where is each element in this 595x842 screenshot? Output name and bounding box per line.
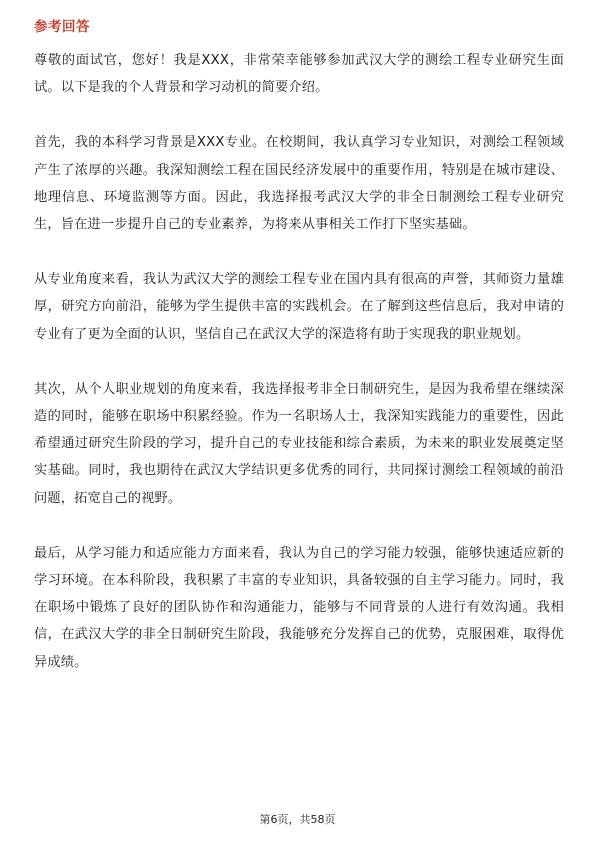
- section-heading: 参考回答: [34, 19, 90, 35]
- answer-body: [34, 47, 564, 704]
- paragraph-learning-ability: 最后，从学习能力和适应能力方面来看，我认为自己的学习能力较强，能够快速适应新的学习环境。在本科阶段，我积累了丰富的专业知识，具备较强的自主学习能力。同时，我在职场中锻炼了良好的团队协作和沟通能力，能够与不同背景的人进行有效沟通。我相信，在武汉大学的非全日制研究生阶段，我能够充分发挥自己的优势，克服困难，取得优异成绩。: [34, 545, 564, 670]
- paragraph-intro: 尊敬的面试官，您好！我是XXX，非常荣幸能够参加武汉大学的测绘工程专业研究生面试。以下是我的个人背景和学习动机的简要介绍。: [34, 53, 564, 96]
- paragraph-major-view: 从专业角度来看，我认为武汉大学的测绘工程专业在国内具有很高的声誉，其师资力量雄厚，研究方向前沿，能够为学生提供丰富的实践机会。在了解到这些信息后，我对申请的专业有了更为全面的认识，坚信自己在武汉大学的深造将有助于实现我的职业规划。: [34, 272, 564, 342]
- paragraph-career-plan: 其次，从个人职业规划的角度来看，我选择报考非全日制研究生，是因为我希望在继续深造的同时，能够在职场中积累经验。作为一名职场人士，我深知实践能力的重要性，因此希望通过研究生阶段的学习，提升自己的专业技能和综合素质，为未来的职业发展奠定坚实基础。同时，我也期待在武汉大学结识更多优秀的同行，共同探讨测绘工程领域的前沿问题，拓宽自己的视野。: [34, 381, 564, 506]
- page-number: 第6页，共58页: [259, 813, 336, 826]
- paragraph-background: 首先，我的本科学习背景是XXX专业。在校期间，我认真学习专业知识，对测绘工程领域产生了浓厚的兴趣。我深知测绘工程在国民经济发展中的重要作用，特别是在城市建设、地理信息、环境监测等方面。因此，我选择报考武汉大学的非全日制测绘工程专业研究生，旨在进一步提升自己的专业素养，为将来从事相关工作打下坚实基础。: [34, 135, 564, 233]
